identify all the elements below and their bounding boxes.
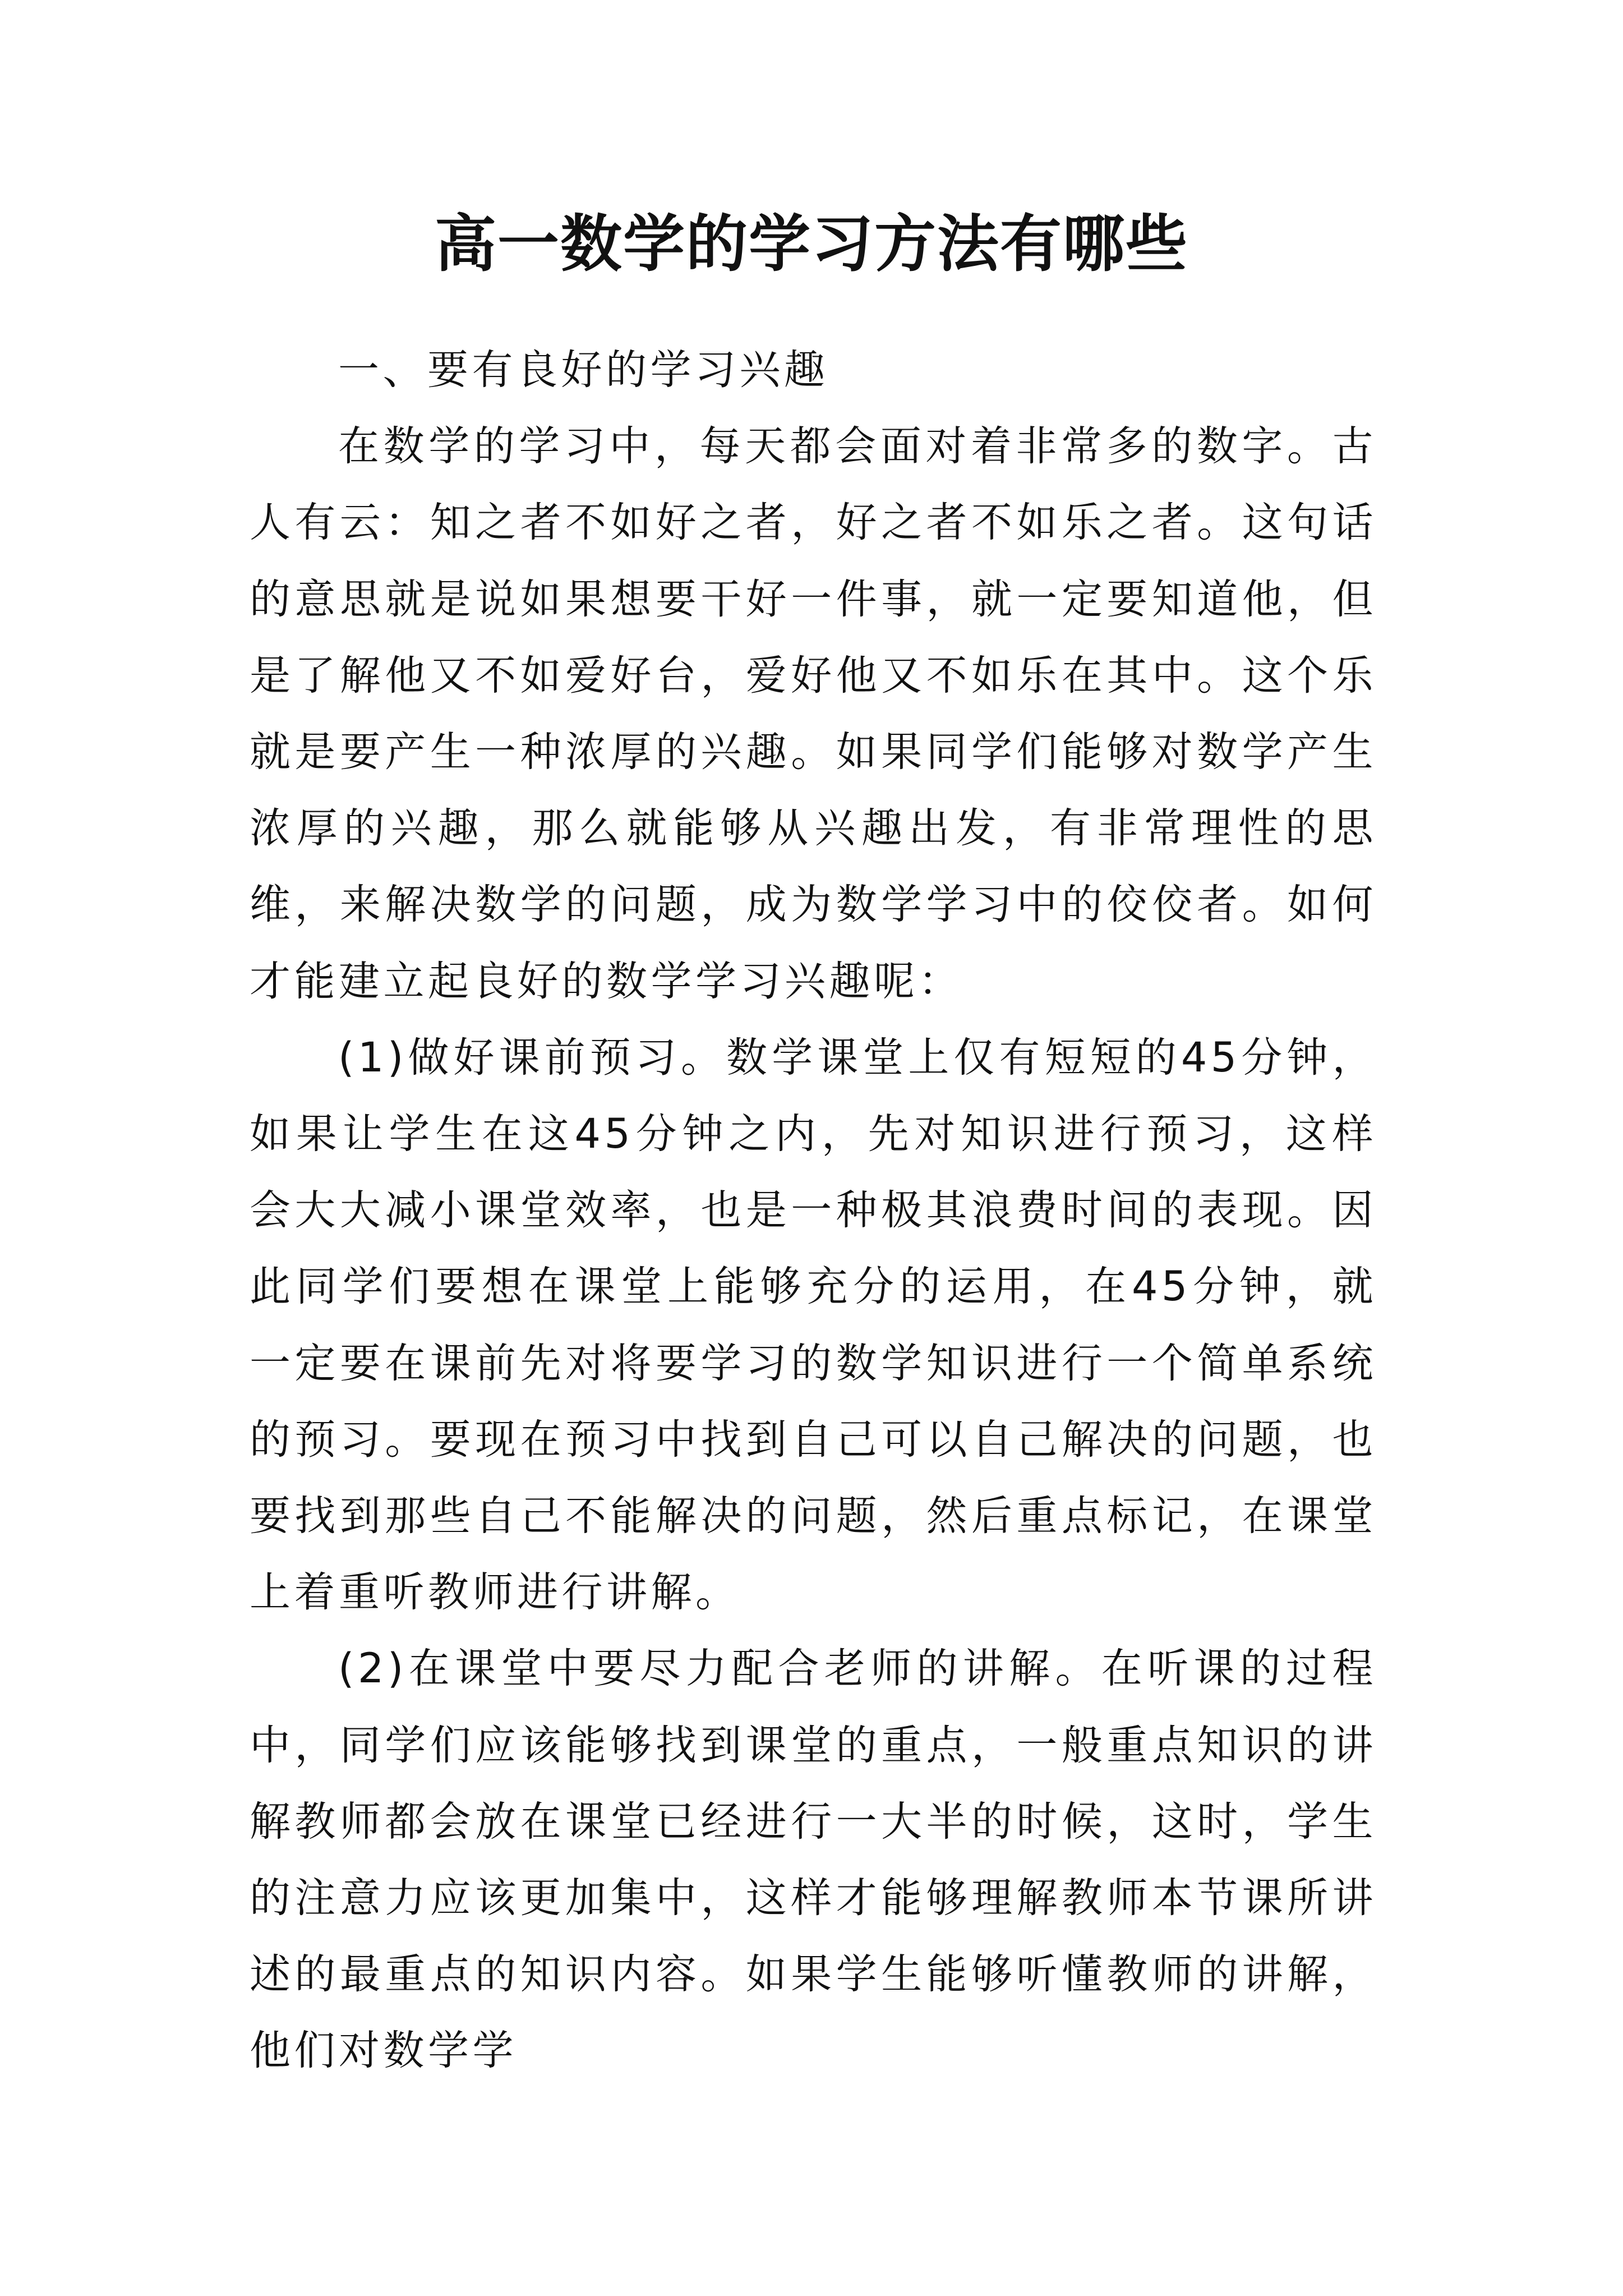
document-body bbox=[250, 332, 1377, 2090]
document-title: 高一数学的学习方法有哪些 bbox=[435, 208, 1188, 280]
section-heading: 一、要有良好的学习兴趣 bbox=[338, 346, 829, 394]
paragraph: (1)做好课前预习。数学课堂上仅有短短的45分钟，如果让学生在这45分钟之内，先对知识进行预习，这样会大大减小课堂效率，也是一种极其浪费时间的表现。因此同学们要想在课堂上能够充分的运用，在45分钟，就一定要在课前先对将要学习的数学知识进行一个简单系统的预习。要现在预习中找到自己可以自己解决的问题，也要找到那些自己不能解决的问题，然后重点标记，在课堂上着重听教师进行讲解。 bbox=[250, 1033, 1377, 1617]
paragraph: (2)在课堂中要尽力配合老师的讲解。在听课的过程中，同学们应该能够找到课堂的重点，一般重点知识的讲解教师都会放在课堂已经进行一大半的时候，这时，学生的注意力应该更加集中，这样才能够理解教师本节课所讲述的最重点的知识内容。如果学生能够听懂教师的讲解，他们对数学学 bbox=[250, 1645, 1377, 2075]
paragraph: 在数学的学习中，每天都会面对着非常多的数字。古人有云：知之者不如好之者，好之者不如乐之者。这句话的意思就是说如果想要干好一件事，就一定要知道他，但是了解他又不如爱好台，爱好他又不如乐在其中。这个乐就是要产生一种浓厚的兴趣。如果同学们能够对数学产生浓厚的兴趣，那么就能够从兴趣出发，有非常理性的思维，来解决数学的问题，成为数学学习中的佼佼者。如何才能建立起良好的数学学习兴趣呢： bbox=[250, 422, 1377, 1005]
